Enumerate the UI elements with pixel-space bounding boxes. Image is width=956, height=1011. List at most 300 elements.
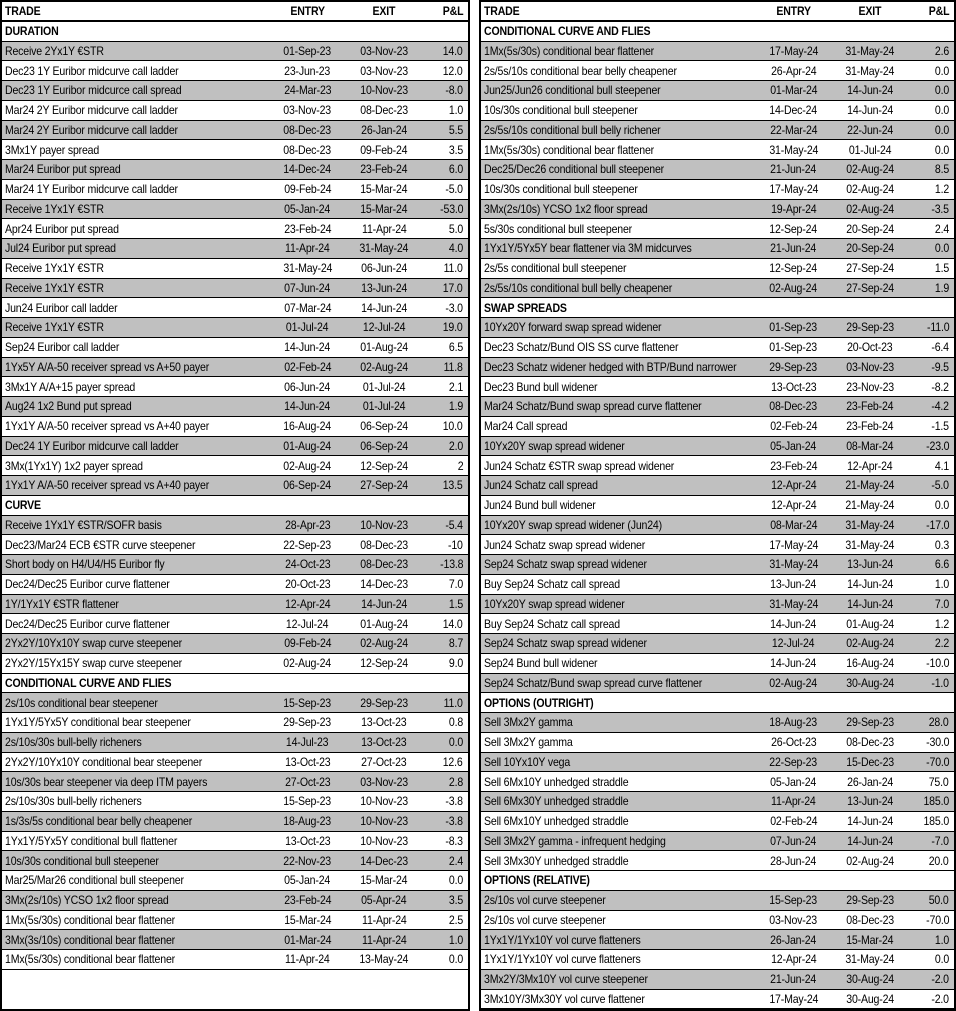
exit-cell: 13-Jun-24 — [847, 557, 893, 572]
trade-cell: 2s/10s vol curve steepener — [484, 912, 606, 927]
exit-cell: 26-Jan-24 — [847, 774, 893, 789]
entry-cell: 12-Sep-24 — [769, 221, 818, 236]
exit-cell: 26-Jan-24 — [361, 122, 407, 137]
trade-cell: 1Yx1Y/5Yx5Y bear flattener via 3M midcurves — [484, 241, 692, 256]
table-row — [2, 121, 468, 141]
pnl-cell: 2.4 — [934, 221, 949, 236]
table-row — [2, 851, 468, 871]
trade-cell: 2s/5s/10s conditional bull belly richener — [484, 122, 661, 137]
exit-cell: 30-Aug-24 — [846, 991, 894, 1006]
trade-cell: Jun24 Bund bull widener — [484, 498, 596, 513]
entry-cell: 19-Apr-24 — [770, 201, 817, 216]
pnl-cell: 2.2 — [934, 636, 949, 651]
trade-cell: 2s/5s/10s conditional bear belly cheapener — [484, 63, 677, 78]
table-row — [481, 358, 954, 378]
pnl-cell: -4.2 — [931, 399, 949, 414]
trade-cell: Apr24 Euribor put spread — [5, 221, 119, 236]
entry-cell: 02-Aug-24 — [769, 675, 818, 690]
entry-cell: 26-Apr-24 — [770, 63, 817, 78]
pnl-cell: -53.0 — [439, 201, 463, 216]
trade-cell: 1Yx1Y/1Yx10Y vol curve flatteners — [484, 952, 641, 967]
entry-cell: 17-May-24 — [769, 43, 818, 58]
entry-cell: 11-Apr-24 — [285, 241, 330, 256]
entry-cell: 06-Jun-24 — [284, 379, 331, 394]
section-title: SWAP SPREADS — [484, 300, 567, 315]
pnl-cell: 0.0 — [934, 142, 949, 157]
entry-cell: 12-Apr-24 — [770, 498, 817, 513]
table-row — [2, 733, 468, 753]
exit-cell: 27-Sep-24 — [360, 478, 408, 493]
exit-cell: 02-Aug-24 — [360, 636, 408, 651]
entry-cell: 08-Dec-23 — [283, 142, 332, 157]
table-row — [2, 81, 468, 101]
exit-cell: 01-Jul-24 — [848, 142, 892, 157]
pnl-cell: -7.0 — [931, 833, 949, 848]
column-header-exit: EXIT — [858, 3, 882, 18]
entry-cell: 07-Mar-24 — [283, 300, 332, 315]
table-row — [481, 101, 954, 121]
pnl-cell: -30.0 — [925, 735, 949, 750]
exit-cell: 23-Feb-24 — [846, 399, 894, 414]
pnl-cell: 7.0 — [448, 577, 463, 592]
entry-cell: 12-Sep-24 — [769, 261, 818, 276]
entry-cell: 23-Feb-24 — [283, 221, 332, 236]
entry-cell: 15-Sep-23 — [283, 794, 332, 809]
exit-cell: 03-Nov-23 — [360, 774, 408, 789]
exit-cell: 21-May-24 — [845, 498, 895, 513]
exit-cell: 06-Sep-24 — [360, 438, 408, 453]
exit-cell: 14-Jun-24 — [847, 814, 893, 829]
column-header-row — [2, 2, 468, 22]
table-row — [481, 476, 954, 496]
pnl-cell: 1.0 — [448, 932, 463, 947]
trade-cell: 10s/30s bear steepener via deep ITM payers — [5, 774, 208, 789]
pnl-cell: 4.0 — [448, 241, 463, 256]
trade-cell: Sell 3Mx2Y gamma — [484, 735, 573, 750]
section-header-row — [481, 871, 954, 891]
trade-cell: Dec23/Mar24 ECB €STR curve steepener — [5, 537, 196, 552]
exit-cell: 10-Nov-23 — [360, 83, 408, 98]
table-row — [481, 180, 954, 200]
trade-cell: 2Yx2Y/10Yx10Y swap curve steepener — [5, 636, 182, 651]
trade-cell: Dec23 Schatz/Bund OIS SS curve flattener — [484, 340, 679, 355]
trade-cell: Dec24/Dec25 Euribor curve flattener — [5, 577, 170, 592]
table-row — [2, 693, 468, 713]
table-row — [2, 832, 468, 852]
entry-cell: 12-Jul-24 — [286, 616, 329, 631]
pnl-cell: 19.0 — [443, 320, 463, 335]
trade-cell: Dec24/Dec25 Euribor curve flattener — [5, 616, 170, 631]
table-row — [2, 338, 468, 358]
column-header-entry: ENTRY — [776, 3, 811, 18]
entry-cell: 12-Apr-24 — [770, 478, 817, 493]
table-row — [2, 516, 468, 536]
exit-cell: 02-Aug-24 — [846, 636, 894, 651]
entry-cell: 14-Jul-23 — [286, 735, 329, 750]
section-title: OPTIONS (OUTRIGHT) — [484, 695, 594, 710]
trade-cell: Sell 6Mx10Y unhedged straddle — [484, 814, 629, 829]
exit-cell: 08-Dec-23 — [360, 537, 408, 552]
pnl-cell: -3.5 — [931, 201, 949, 216]
table-row — [2, 812, 468, 832]
exit-cell: 14-Dec-23 — [360, 577, 408, 592]
pnl-cell: -9.5 — [931, 359, 949, 374]
pnl-cell: 0.0 — [934, 241, 949, 256]
table-row — [481, 516, 954, 536]
trade-cell: Sell 6Mx30Y unhedged straddle — [484, 794, 629, 809]
trade-cell: 3Mx(3s/10s) conditional bear flattener — [5, 932, 175, 947]
table-row — [2, 42, 468, 62]
entry-cell: 24-Oct-23 — [284, 557, 331, 572]
pnl-cell: -1.0 — [931, 675, 949, 690]
table-row — [481, 674, 954, 694]
exit-cell: 11-Apr-24 — [361, 221, 407, 236]
pnl-cell: 1.0 — [448, 103, 463, 118]
trade-cell: Receive 1Yx1Y €STR — [5, 320, 104, 335]
entry-cell: 13-Oct-23 — [770, 379, 817, 394]
trade-cell: Mar24 Call spread — [484, 419, 568, 434]
entry-cell: 22-Mar-24 — [769, 122, 818, 137]
trade-cell: 1Mx(5s/30s) conditional bear flattener — [5, 912, 175, 927]
entry-cell: 29-Sep-23 — [769, 359, 818, 374]
exit-cell: 31-May-24 — [845, 952, 895, 967]
table-row — [2, 397, 468, 417]
table-row — [481, 950, 954, 970]
table-row — [2, 595, 468, 615]
pnl-cell: 12.6 — [443, 754, 463, 769]
trade-cell: Dec25/Dec26 conditional bull steepener — [484, 162, 665, 177]
exit-cell: 27-Oct-23 — [361, 754, 407, 769]
pnl-cell: 13.5 — [443, 478, 463, 493]
entry-cell: 18-Aug-23 — [769, 715, 818, 730]
pnl-cell: 1.5 — [934, 261, 949, 276]
exit-cell: 02-Aug-24 — [846, 201, 894, 216]
section-header-row — [481, 693, 954, 713]
exit-cell: 12-Apr-24 — [847, 458, 893, 473]
table-row — [2, 318, 468, 338]
entry-cell: 27-Oct-23 — [284, 774, 331, 789]
section-title: CONDITIONAL CURVE AND FLIES — [484, 24, 651, 39]
trade-cell: 1Yx1Y A/A-50 receiver spread vs A+40 payer — [5, 419, 210, 434]
exit-cell: 15-Mar-24 — [360, 201, 408, 216]
table-row — [481, 121, 954, 141]
pnl-cell: 14.0 — [443, 616, 463, 631]
pnl-cell: 28.0 — [929, 715, 949, 730]
table-row — [481, 437, 954, 457]
exit-cell: 10-Nov-23 — [360, 517, 408, 532]
entry-cell: 21-Jun-24 — [770, 241, 817, 256]
table-row — [481, 160, 954, 180]
trade-cell: 10s/30s conditional bull steepener — [5, 853, 159, 868]
entry-cell: 22-Sep-23 — [769, 754, 818, 769]
trade-cell: Mar24 2Y Euribor midcurve call ladder — [5, 122, 178, 137]
trade-cell: Buy Sep24 Schatz call spread — [484, 577, 620, 592]
entry-cell: 24-Mar-23 — [283, 83, 332, 98]
trade-cell: 10Yx20Y swap spread widener — [484, 596, 625, 611]
trade-cell: 1Yx1Y/5Yx5Y conditional bull flattener — [5, 833, 178, 848]
column-header-exit: EXIT — [372, 3, 396, 18]
entry-cell: 12-Apr-24 — [284, 596, 331, 611]
trade-cell: 1s/3s/5s conditional bear belly cheapener — [5, 814, 193, 829]
entry-cell: 22-Nov-23 — [283, 853, 332, 868]
pnl-cell: 0.0 — [448, 735, 463, 750]
pnl-cell: 0.0 — [934, 498, 949, 513]
exit-cell: 12-Sep-24 — [360, 458, 408, 473]
pnl-cell: -3.8 — [445, 794, 463, 809]
trade-cell: Dec24 1Y Euribor midcurve call ladder — [5, 438, 179, 453]
table-row — [481, 397, 954, 417]
exit-cell: 29-Sep-23 — [846, 320, 894, 335]
table-row — [2, 180, 468, 200]
trade-cell: 2s/10s/30s bull-belly richeners — [5, 735, 142, 750]
table-row — [2, 200, 468, 220]
pnl-cell: 3.5 — [448, 142, 463, 157]
pnl-cell: 8.7 — [448, 636, 463, 651]
entry-cell: 06-Sep-24 — [283, 478, 332, 493]
pnl-cell: 11.8 — [443, 359, 463, 374]
exit-cell: 14-Jun-24 — [847, 833, 893, 848]
table-row — [2, 911, 468, 931]
exit-cell: 02-Aug-24 — [846, 162, 894, 177]
table-row — [481, 140, 954, 160]
pnl-cell: 2.1 — [448, 379, 463, 394]
entry-cell: 02-Feb-24 — [769, 419, 818, 434]
table-row — [2, 140, 468, 160]
exit-cell: 20-Sep-24 — [846, 221, 894, 236]
trade-cell: Receive 2Yx1Y €STR — [5, 43, 104, 58]
entry-cell: 31-May-24 — [283, 261, 332, 276]
trade-cell: Sep24 Schatz swap spread widener — [484, 557, 647, 572]
exit-cell: 03-Nov-23 — [360, 43, 408, 58]
trade-cell: Receive 1Yx1Y €STR — [5, 280, 104, 295]
table-row — [481, 595, 954, 615]
table-row — [2, 930, 468, 950]
table-row — [481, 851, 954, 871]
pnl-cell: 8.5 — [934, 162, 949, 177]
entry-cell: 26-Oct-23 — [770, 735, 817, 750]
trade-cell: 2Yx2Y/15Yx15Y swap curve steepener — [5, 656, 182, 671]
table-row — [2, 753, 468, 773]
entry-cell: 07-Jun-24 — [284, 280, 331, 295]
table-row — [2, 160, 468, 180]
table-row — [481, 970, 954, 990]
exit-cell: 06-Jun-24 — [361, 261, 407, 276]
exit-cell: 13-Oct-23 — [361, 735, 407, 750]
pnl-cell: -70.0 — [925, 754, 949, 769]
exit-cell: 13-Jun-24 — [847, 794, 893, 809]
section-title: OPTIONS (RELATIVE) — [484, 873, 590, 888]
exit-cell: 14-Jun-24 — [847, 596, 893, 611]
trade-cell: Sep24 Schatz swap spread widener — [484, 636, 647, 651]
table-row — [481, 812, 954, 832]
table-row — [481, 753, 954, 773]
table-row — [481, 832, 954, 852]
trade-cell: Mar24 1Y Euribor midcurve call ladder — [5, 182, 178, 197]
table-row — [2, 101, 468, 121]
pnl-cell: 7.0 — [934, 596, 949, 611]
exit-cell: 21-May-24 — [845, 478, 895, 493]
entry-cell: 26-Jan-24 — [770, 932, 817, 947]
pnl-cell: 0.0 — [934, 63, 949, 78]
trade-cell: Dec23 1Y Euribor midcurve call ladder — [5, 63, 179, 78]
entry-cell: 14-Jun-24 — [770, 616, 817, 631]
table-row — [2, 298, 468, 318]
entry-cell: 31-May-24 — [769, 557, 818, 572]
pnl-cell: 185.0 — [923, 794, 949, 809]
trade-cell: Sell 3Mx30Y unhedged straddle — [484, 853, 629, 868]
trade-cell: Sell 3Mx2Y gamma — [484, 715, 573, 730]
exit-cell: 31-May-24 — [359, 241, 409, 256]
column-header-trade: TRADE — [5, 3, 41, 18]
table-row — [481, 713, 954, 733]
pnl-cell: 1.9 — [448, 399, 463, 414]
table-row — [481, 417, 954, 437]
trade-cell: Receive 1Yx1Y €STR — [5, 201, 104, 216]
table-row — [2, 614, 468, 634]
exit-cell: 08-Dec-23 — [846, 735, 894, 750]
trade-cell: Jul24 Euribor put spread — [5, 241, 116, 256]
column-header-row — [481, 2, 954, 22]
exit-cell: 13-May-24 — [359, 952, 409, 967]
trade-cell: Sep24 Euribor call ladder — [5, 340, 120, 355]
entry-cell: 02-Feb-24 — [283, 359, 332, 374]
trade-cell: Short body on H4/U4/H5 Euribor fly — [5, 557, 165, 572]
trade-cell: Dec23 Bund bull widener — [484, 379, 598, 394]
table-row — [481, 930, 954, 950]
pnl-cell: 2 — [457, 458, 463, 473]
section-header-row — [2, 674, 468, 694]
table-row — [2, 634, 468, 654]
table-row — [481, 634, 954, 654]
exit-cell: 02-Aug-24 — [846, 182, 894, 197]
table-row — [481, 792, 954, 812]
table-row — [481, 654, 954, 674]
pnl-cell: 0.0 — [934, 83, 949, 98]
pnl-cell: -70.0 — [925, 912, 949, 927]
entry-cell: 17-May-24 — [769, 991, 818, 1006]
exit-cell: 08-Dec-23 — [846, 912, 894, 927]
table-row — [2, 239, 468, 259]
trade-cell: Jun24 Schatz €STR swap spread widener — [484, 458, 675, 473]
table-row — [2, 437, 468, 457]
exit-cell: 08-Mar-24 — [846, 438, 894, 453]
table-row — [481, 555, 954, 575]
table-row — [481, 200, 954, 220]
exit-cell: 14-Jun-24 — [847, 83, 893, 98]
trade-cell: Sell 6Mx10Y unhedged straddle — [484, 774, 629, 789]
table-row — [481, 733, 954, 753]
exit-cell: 02-Aug-24 — [360, 359, 408, 374]
entry-cell: 05-Jan-24 — [770, 438, 817, 453]
entry-cell: 17-May-24 — [769, 182, 818, 197]
trade-cell: 10s/30s conditional bull steepener — [484, 182, 638, 197]
table-row — [2, 713, 468, 733]
entry-cell: 22-Sep-23 — [283, 537, 332, 552]
pnl-cell: 6.5 — [448, 340, 463, 355]
section-header-row — [481, 22, 954, 42]
pnl-cell: -11.0 — [926, 320, 949, 335]
table-row — [2, 654, 468, 674]
exit-cell: 20-Oct-23 — [847, 340, 893, 355]
entry-cell: 23-Feb-24 — [769, 458, 818, 473]
exit-cell: 12-Sep-24 — [360, 656, 408, 671]
trade-cell: 2s/5s/10s conditional bull belly cheapener — [484, 280, 673, 295]
pnl-cell: 50.0 — [929, 893, 949, 908]
entry-cell: 14-Jun-24 — [284, 399, 331, 414]
table-row — [481, 456, 954, 476]
table-row — [2, 61, 468, 81]
entry-cell: 29-Sep-23 — [283, 715, 332, 730]
exit-cell: 11-Apr-24 — [361, 912, 407, 927]
exit-cell: 15-Mar-24 — [846, 932, 894, 947]
pnl-cell: 2.4 — [448, 853, 463, 868]
pnl-cell: 0.0 — [448, 952, 463, 967]
table-row — [481, 338, 954, 358]
exit-cell: 01-Jul-24 — [362, 399, 406, 414]
table-row — [2, 792, 468, 812]
pnl-cell: 185.0 — [923, 814, 949, 829]
exit-cell: 31-May-24 — [845, 43, 895, 58]
exit-cell: 23-Nov-23 — [846, 379, 894, 394]
exit-cell: 01-Jul-24 — [362, 379, 406, 394]
exit-cell: 08-Dec-23 — [360, 103, 408, 118]
exit-cell: 13-Jun-24 — [361, 280, 407, 295]
exit-cell: 14-Jun-24 — [847, 103, 893, 118]
trade-cell: Sep24 Schatz/Bund swap spread curve flattener — [484, 675, 703, 690]
entry-cell: 08-Dec-23 — [769, 399, 818, 414]
entry-cell: 01-Sep-23 — [769, 340, 818, 355]
trade-cell: Receive 1Yx1Y €STR — [5, 261, 104, 276]
trade-cell: 3Mx(1Yx1Y) 1x2 payer spread — [5, 458, 143, 473]
pnl-cell: -3.0 — [445, 300, 463, 315]
entry-cell: 03-Nov-23 — [769, 912, 818, 927]
pnl-cell: 0.3 — [934, 537, 949, 552]
exit-cell: 08-Dec-23 — [360, 557, 408, 572]
pnl-cell: 10.0 — [443, 419, 463, 434]
table-row — [2, 358, 468, 378]
table-row — [481, 239, 954, 259]
trade-cell: 2s/10s/30s bull-belly richeners — [5, 794, 142, 809]
right-table — [479, 0, 956, 1011]
entry-cell: 14-Dec-24 — [769, 103, 818, 118]
exit-cell: 30-Aug-24 — [846, 675, 894, 690]
trade-cell: Jun24 Schatz call spread — [484, 478, 598, 493]
exit-cell: 22-Jun-24 — [847, 122, 893, 137]
exit-cell: 29-Sep-23 — [846, 715, 894, 730]
trade-cell: Mar25/Mar26 conditional bull steepener — [5, 873, 184, 888]
entry-cell: 13-Jun-24 — [770, 577, 817, 592]
pnl-cell: -23.0 — [925, 438, 949, 453]
entry-cell: 31-May-24 — [769, 596, 818, 611]
pnl-cell: 17.0 — [443, 280, 463, 295]
entry-cell: 02-Aug-24 — [283, 656, 332, 671]
pnl-cell: -8.0 — [445, 83, 463, 98]
pnl-cell: -10.0 — [925, 656, 949, 671]
trade-cell: 3Mx1Y payer spread — [5, 142, 100, 157]
entry-cell: 01-Jul-24 — [286, 320, 329, 335]
exit-cell: 23-Feb-24 — [360, 162, 408, 177]
trade-cell: 3Mx10Y/3Mx30Y vol curve flattener — [484, 991, 645, 1006]
pnl-cell: 20.0 — [929, 853, 949, 868]
pnl-cell: 2.6 — [934, 43, 949, 58]
pnl-cell: -5.4 — [445, 517, 463, 532]
pnl-cell: 14.0 — [443, 43, 463, 58]
exit-cell: 14-Jun-24 — [361, 300, 407, 315]
exit-cell: 14-Jun-24 — [847, 577, 893, 592]
exit-cell: 03-Nov-23 — [360, 63, 408, 78]
trade-cell: 10Yx20Y swap spread widener (Jun24) — [484, 517, 662, 532]
entry-cell: 01-Sep-23 — [769, 320, 818, 335]
